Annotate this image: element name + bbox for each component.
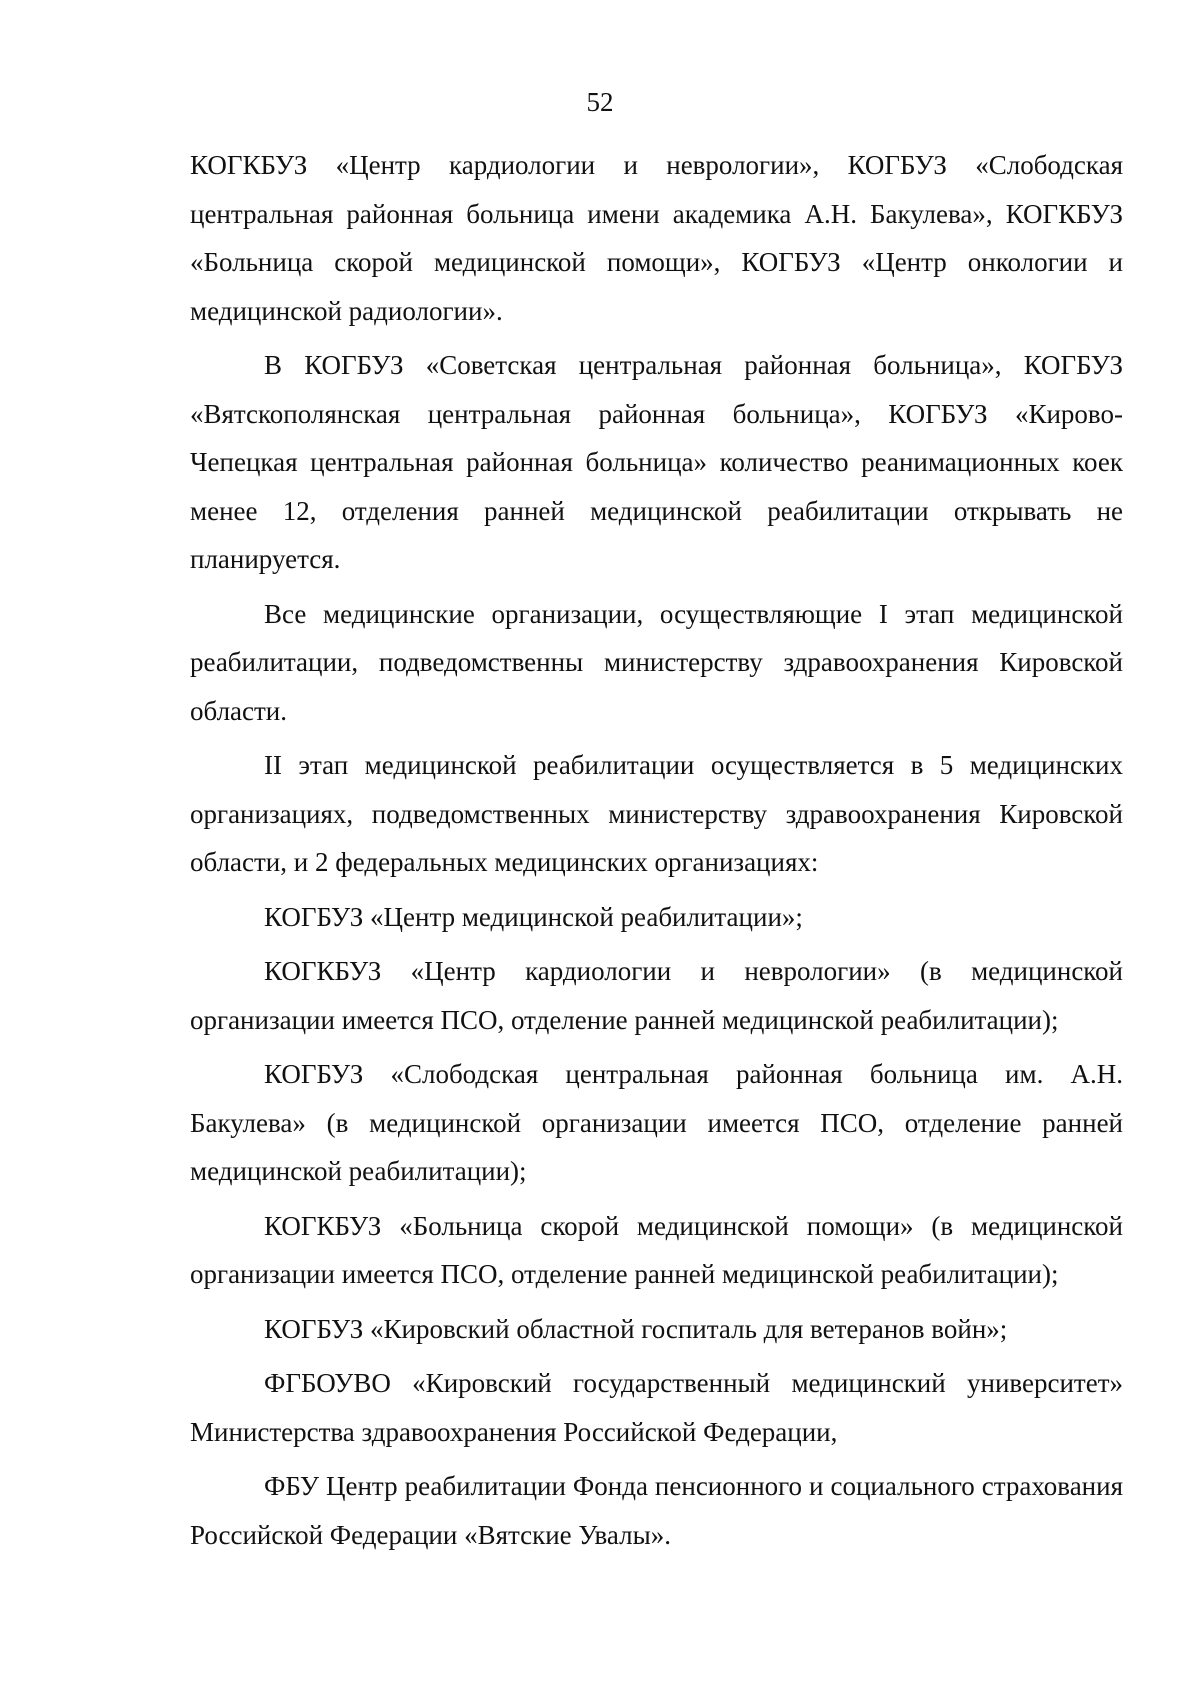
document-body <box>190 141 1123 1565</box>
paragraph-stage-two: II этап медицинской реабилитации осуществляется в 5 медицинских организациях, подведомственных министерству здравоохранения Кировской области, и 2 федеральных медицинских организациях: <box>190 750 1123 877</box>
list-item-vyatskie-uvaly: ФБУ Центр реабилитации Фонда пенсионного и социального страхования Российской Федерации «Вятские Увалы». <box>190 1471 1123 1550</box>
list-item-emergency-hospital: КОГКБУЗ «Больница скорой медицинской помощи» (в медицинской организации имеется ПСО, отделение ранней медицинской реабилитации); <box>190 1210 1123 1289</box>
paragraph-no-rehab-departments: В КОГБУЗ «Советская центральная районная больница», КОГБУЗ «Вятскополянская центральная районная больница», КОГБУЗ «Кирово-Чепецкая центральная районная больница» количество реанимационных коек менее 12, отделения ранней медицинской реабилитации открывать не планируется. <box>190 350 1123 574</box>
list-item-rehab-center: КОГБУЗ «Центр медицинской реабилитации»; <box>264 901 803 932</box>
paragraph-stage-one: Все медицинские организации, осуществляющие I этап медицинской реабилитации, подведомственны министерству здравоохранения Кировской области. <box>190 598 1123 726</box>
list-item-medical-university: ФГБОУВО «Кировский государственный медицинский университет» Министерства здравоохранения Российской Федерации, <box>190 1368 1123 1447</box>
page-number: 52 <box>586 87 614 117</box>
list-item-veterans-hospital: КОГБУЗ «Кировский областной госпиталь для ветеранов войн»; <box>264 1313 1008 1344</box>
list-item-cardiology-center: КОГКБУЗ «Центр кардиологии и неврологии» (в медицинской организации имеется ПСО, отделение ранней медицинской реабилитации); <box>190 956 1123 1035</box>
list-item-slobodskaya-hospital: КОГБУЗ «Слободская центральная районная больница им. А.Н. Бакулева» (в медицинской организации имеется ПСО, отделение ранней медицинской реабилитации); <box>190 1059 1123 1186</box>
paragraph-hospitals-list: КОГКБУЗ «Центр кардиологии и неврологии», КОГБУЗ «Слободская центральная районная больница имени академика А.Н. Бакулева», КОГКБУЗ «Больница скорой медицинской помощи», КОГБУЗ «Центр онкологии и медицинской радиологии». <box>190 150 1123 326</box>
